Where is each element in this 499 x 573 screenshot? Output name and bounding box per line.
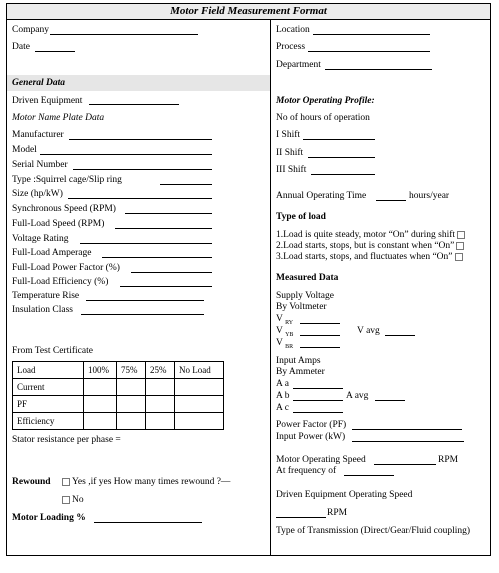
load-option-3-label: 3.Load starts, stops, and fluctuates when “On”	[276, 252, 453, 262]
a-c-field[interactable]	[293, 412, 343, 413]
process-field[interactable]	[308, 51, 430, 52]
operating-profile-heading: Motor Operating Profile:	[276, 96, 375, 106]
v-br-field[interactable]	[300, 347, 340, 348]
transmission-type-label: Type of Transmission (Direct/Gear/Fluid coupling)	[276, 526, 471, 536]
temperature-rise-label: Temperature Rise	[12, 291, 80, 301]
driven-speed-rpm-label: RPM	[327, 508, 348, 518]
table-cell[interactable]	[146, 413, 175, 430]
table-cell[interactable]	[175, 413, 224, 430]
stator-resistance-label: Stator resistance per phase =	[12, 435, 121, 445]
general-data-heading: General Data	[12, 78, 66, 88]
amperage-field[interactable]	[102, 257, 212, 258]
annual-operating-time-label: Annual Operating Time	[276, 191, 367, 201]
driven-speed-label: Driven Equipment Operating Speed	[276, 490, 413, 500]
table-cell[interactable]	[175, 396, 224, 413]
name-plate-heading: Motor Name Plate Data	[12, 113, 105, 123]
motor-loading-label: Motor Loading %	[12, 513, 86, 523]
serial-label: Serial Number	[12, 160, 68, 170]
table-row-label: Efficiency	[13, 413, 84, 430]
sync-speed-label: Synchronous Speed (RPM)	[12, 204, 116, 214]
full-load-speed-field[interactable]	[115, 228, 212, 229]
temperature-rise-field[interactable]	[86, 300, 204, 301]
input-power-label: Input Power (kW)	[276, 432, 346, 442]
location-field[interactable]	[313, 34, 430, 35]
load-option-1-checkbox[interactable]	[457, 231, 465, 239]
rewound-yes-option[interactable]	[60, 477, 230, 488]
load-option-1[interactable]	[276, 230, 467, 241]
supply-voltage-label: Supply Voltage	[276, 291, 334, 301]
table-row	[13, 379, 224, 396]
test-certificate-label: From Test Certificate	[12, 346, 93, 356]
voltage-field[interactable]	[80, 243, 212, 244]
a-b-label: A b	[276, 391, 290, 401]
shift-3-label: III Shift	[276, 165, 307, 175]
form-title: Motor Field Measurement Format	[6, 3, 491, 20]
load-option-1-label: 1.Load is quite steady, motor “On” during shift	[276, 230, 456, 240]
table-cell[interactable]	[84, 413, 117, 430]
model-field[interactable]	[40, 154, 212, 155]
table-row	[13, 396, 224, 413]
table-row-label: PF	[13, 396, 84, 413]
v-ry-label: V $_{RY}$	[276, 314, 294, 326]
size-field[interactable]	[68, 198, 212, 199]
company-label: Company	[12, 25, 49, 35]
department-field[interactable]	[325, 69, 432, 70]
table-header-cell: No Load	[175, 362, 224, 379]
table-cell[interactable]	[175, 379, 224, 396]
operating-speed-rpm-label: RPM	[438, 455, 459, 465]
test-certificate-table	[12, 361, 224, 430]
power-factor-label: Full-Load Power Factor (%)	[12, 263, 120, 273]
table-cell[interactable]	[84, 379, 117, 396]
full-load-speed-label: Full-Load Speed (RPM)	[12, 219, 105, 229]
a-b-field[interactable]	[293, 400, 343, 401]
a-avg-field[interactable]	[375, 400, 405, 401]
table-cell[interactable]	[117, 379, 146, 396]
shift-2-label: II Shift	[276, 148, 304, 158]
date-field[interactable]	[35, 51, 75, 52]
date-label: Date	[12, 42, 30, 52]
motor-loading-field[interactable]	[94, 522, 202, 523]
type-field[interactable]	[160, 184, 212, 185]
rewound-no-option[interactable]	[60, 495, 84, 506]
a-c-label: A c	[276, 403, 289, 413]
table-cell[interactable]	[84, 396, 117, 413]
type-label: Type :Squirrel cage/Slip ring	[12, 175, 122, 185]
at-frequency-field[interactable]	[344, 475, 394, 476]
shift-2-field[interactable]	[308, 157, 375, 158]
measured-data-heading: Measured Data	[276, 273, 339, 283]
table-header-cell: 25%	[146, 362, 175, 379]
type-of-load-heading: Type of load	[276, 212, 326, 222]
table-cell[interactable]	[146, 396, 175, 413]
sync-speed-field[interactable]	[125, 213, 212, 214]
manufacturer-label: Manufacturer	[12, 130, 64, 140]
rewound-label: Rewound	[12, 477, 51, 487]
table-header-cell: 100%	[84, 362, 117, 379]
driven-equipment-field[interactable]	[89, 104, 179, 105]
shift-1-label: I Shift	[276, 130, 301, 140]
table-cell[interactable]	[117, 413, 146, 430]
insulation-field[interactable]	[81, 314, 204, 315]
column-divider	[270, 20, 271, 556]
input-amps-label: Input Amps	[276, 356, 321, 366]
power-factor-measured-field[interactable]	[352, 429, 462, 430]
load-option-2-label: 2.Load starts, stops, but is constant when “On”	[276, 241, 455, 251]
a-a-label: A a	[276, 379, 289, 389]
size-label: Size (hp/kW)	[12, 189, 63, 199]
v-avg-field[interactable]	[385, 335, 415, 336]
v-yb-field[interactable]	[300, 335, 340, 336]
load-option-3[interactable]	[276, 252, 465, 263]
annual-operating-time-field[interactable]	[376, 200, 406, 201]
hours-of-operation-label: No of hours of operation	[276, 113, 370, 123]
table-header-cell: Load	[13, 362, 84, 379]
driven-equipment-label: Driven Equipment	[12, 96, 83, 106]
input-power-field[interactable]	[352, 441, 464, 442]
v-avg-label: V avg	[357, 326, 380, 336]
voltage-label: Voltage Rating	[12, 234, 69, 244]
table-cell[interactable]	[117, 396, 146, 413]
operating-speed-label: Motor Operating Speed	[276, 455, 366, 465]
rewound-yes-checkbox[interactable]	[62, 478, 70, 486]
shift-3-field[interactable]	[311, 174, 375, 175]
manufacturer-field[interactable]	[69, 139, 212, 140]
model-label: Model	[12, 145, 37, 155]
v-br-label: V $_{BR}$	[276, 338, 294, 350]
rewound-no-checkbox[interactable]	[62, 496, 70, 504]
table-header-row	[13, 362, 224, 379]
table-row	[13, 413, 224, 430]
a-a-field[interactable]	[293, 388, 343, 389]
load-option-2-checkbox[interactable]	[456, 242, 464, 250]
hours-year-label: hours/year	[409, 191, 450, 201]
location-label: Location	[276, 25, 310, 35]
v-yb-label: V $_{YB}$	[276, 326, 294, 338]
at-frequency-label: At frequency of	[276, 466, 337, 476]
load-option-3-checkbox[interactable]	[455, 253, 463, 261]
shift-1-field[interactable]	[303, 139, 375, 140]
table-cell[interactable]	[146, 379, 175, 396]
load-option-2[interactable]	[276, 241, 466, 252]
process-label: Process	[276, 42, 306, 52]
rewound-yes-label: Yes ,if yes How many times rewound ?—	[72, 477, 231, 487]
by-voltmeter-label: By Voltmeter	[276, 302, 327, 312]
efficiency-field[interactable]	[120, 286, 212, 287]
amperage-label: Full-Load Amperage	[12, 248, 92, 258]
table-header-cell: 75%	[117, 362, 146, 379]
power-factor-measured-label: Power Factor (PF)	[276, 420, 347, 430]
v-ry-field[interactable]	[300, 323, 340, 324]
efficiency-label: Full-Load Efficiency (%)	[12, 277, 109, 287]
operating-speed-field[interactable]	[374, 464, 436, 465]
company-field[interactable]	[50, 34, 198, 35]
a-avg-label: A avg	[346, 391, 369, 401]
by-ammeter-label: By Ammeter	[276, 367, 325, 377]
power-factor-field[interactable]	[131, 272, 212, 273]
driven-speed-field[interactable]	[276, 517, 326, 518]
rewound-no-label: No	[72, 495, 84, 505]
insulation-label: Insulation Class	[12, 305, 73, 315]
department-label: Department	[276, 60, 321, 70]
table-row-label: Current	[13, 379, 84, 396]
serial-field[interactable]	[73, 169, 212, 170]
